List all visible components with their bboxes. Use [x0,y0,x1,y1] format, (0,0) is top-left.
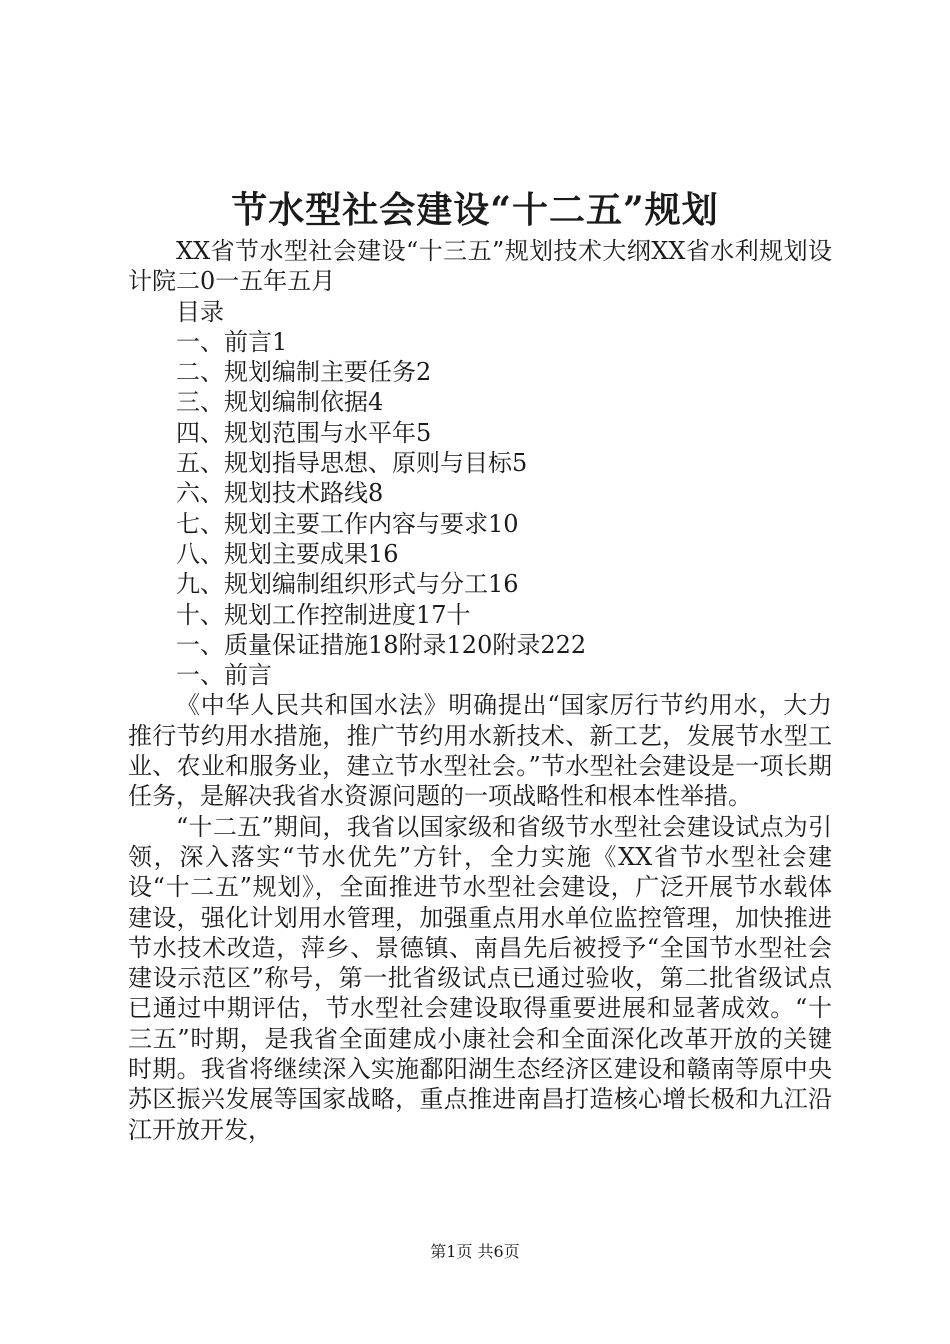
toc-item: 一、前言1 [176,327,288,356]
document-body [128,236,832,1145]
toc-item: 四、规划范围与水平年5 [176,418,432,447]
section-heading: 一、前言 [176,661,272,690]
intro-paragraph: XX省节水型社会建设“十三五”规划技术大纲XX省水利规划设计院二0一五年五月 [128,237,832,296]
page-footer: 第1页 共6页 [430,1242,520,1261]
document-title: 节水型社会建设“十二五”规划 [231,189,719,231]
toc-heading: 目录 [176,297,224,326]
toc-item: 三、规划编制依据4 [176,388,384,417]
toc-item: 九、规划编制组织形式与分工16 [176,570,519,599]
toc-item: 十、规划工作控制进度17十 [176,600,471,629]
toc-item: 七、规划主要工作内容与要求10 [176,509,519,538]
toc-item: 二、规划编制主要任务2 [176,358,432,387]
body-paragraph: “十二五”期间，我省以国家级和省级节水型社会建设试点为引领，深入落实“节水优先”方针，全力实施《XX省节水型社会建设“十二五”规划》，全面推进节水型社会建设，广泛开展节水载体建设，强化计划用水管理，加强重点用水单位监控管理，加快推进节水技术改造，萍乡、景德镇、南昌先后被授予“全国节水型社会建设示范区”称号，第一批省级试点已通过验收，第二批省级试点已通过中期评估，节水型社会建设取得重要进展和显著成效。“十三五”时期，是我省全面建成小康社会和全面深化改革开放的关键时期。我省将继续深入实施鄱阳湖生态经济区建设和赣南等原中央苏区振兴发展等国家战略，重点推进南昌打造核心增长极和九江沿江开放开发， [128,812,832,1144]
toc-item: 六、规划技术路线8 [176,479,384,508]
toc-item: 五、规划指导思想、原则与目标5 [176,449,528,478]
body-paragraph: 《中华人民共和国水法》明确提出“国家厉行节约用水，大力推行节约用水措施，推广节约用水新技术、新工艺，发展节水型工业、农业和服务业，建立节水型社会。”节水型社会建设是一项长期任务，是解决我省水资源问题的一项战略性和根本性举措。 [128,691,832,811]
toc-item: 一、质量保证措施18附录120附录222 [176,630,587,659]
toc-item: 八、规划主要成果16 [176,539,399,568]
